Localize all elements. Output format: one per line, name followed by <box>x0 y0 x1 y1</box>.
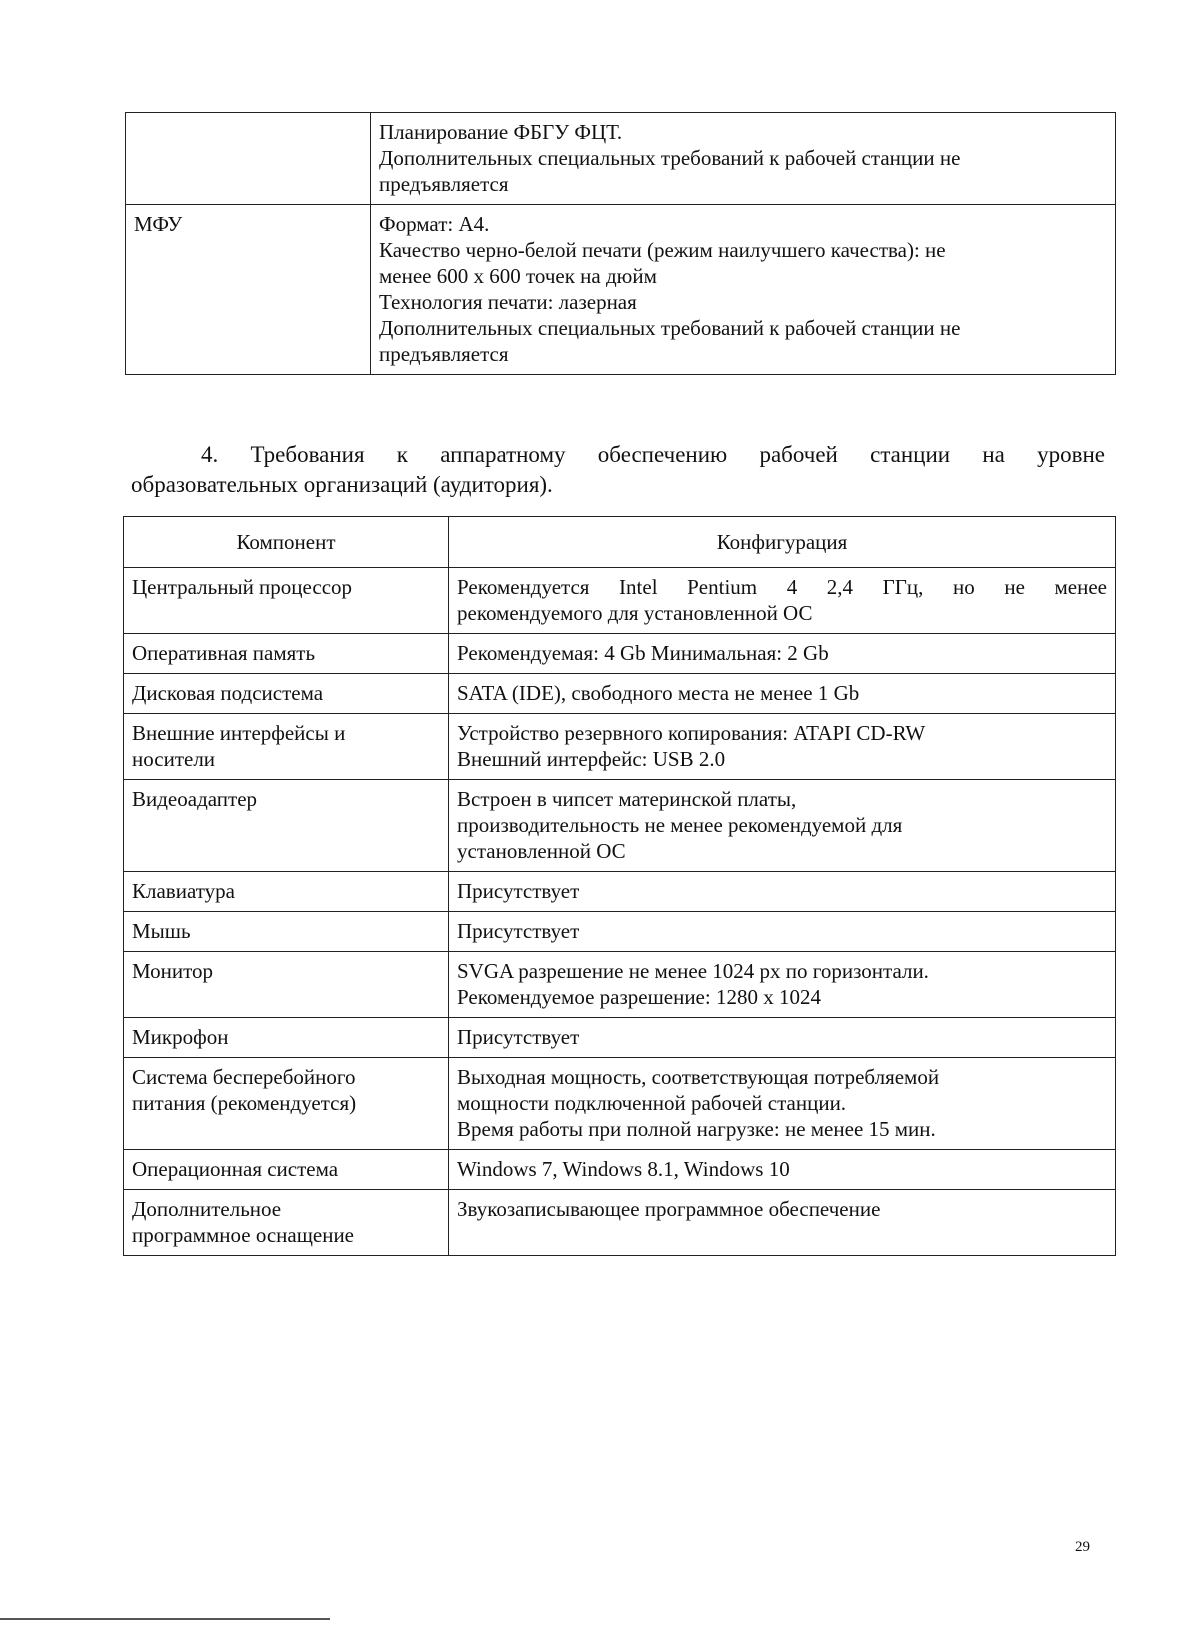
configuration-cell <box>449 568 1116 634</box>
configuration-line: Устройство резервного копирования: ATAPI CD-RW <box>457 721 926 745</box>
column-header-component: Компонент <box>124 517 449 568</box>
table-row <box>124 1190 1116 1256</box>
component-label: Видеоадаптер <box>132 787 258 811</box>
configuration-cell <box>449 912 1116 952</box>
table-row <box>124 1150 1116 1190</box>
configuration-cell <box>449 1058 1116 1150</box>
component-cell <box>126 205 371 375</box>
configuration-line: Формат: А4. <box>379 212 490 236</box>
component-label: питания (рекомендуется) <box>132 1091 357 1115</box>
component-cell <box>124 714 449 780</box>
component-cell <box>124 1150 449 1190</box>
configuration-cell <box>449 714 1116 780</box>
configuration-line: Рекомендуется Intel Pentium 4 2,4 ГГц, но не менее <box>457 575 1107 599</box>
configuration-cell <box>449 1190 1116 1256</box>
configuration-line: предъявляется <box>379 172 509 196</box>
component-cell <box>124 674 449 714</box>
configuration-line: рекомендуемого для установленной ОС <box>457 601 813 625</box>
component-label: носители <box>132 747 216 771</box>
configuration-cell <box>449 674 1116 714</box>
table-row <box>124 634 1116 674</box>
configuration-line: Планирование ФБГУ ФЦТ. <box>379 120 623 144</box>
configuration-line: Дополнительных специальных требований к рабочей станции не <box>379 146 961 170</box>
configuration-line: Присутствует <box>457 1025 580 1049</box>
component-cell <box>126 113 371 205</box>
scan-edge-line <box>0 1618 330 1620</box>
configuration-line: мощности подключенной рабочей станции. <box>457 1091 847 1115</box>
table-row <box>124 674 1116 714</box>
table-row <box>126 113 1116 205</box>
configuration-cell <box>371 205 1116 375</box>
configuration-line: Время работы при полной нагрузке: не менее 15 мин. <box>457 1117 936 1141</box>
configuration-line: SVGA разрешение не менее 1024 px по горизонтали. <box>457 959 929 983</box>
configuration-cell <box>449 1150 1116 1190</box>
component-label: Оперативная память <box>132 641 316 665</box>
configuration-line: Внешний интерфейс: USB 2.0 <box>457 747 726 771</box>
configuration-line: Технология печати: лазерная <box>379 290 637 314</box>
component-cell <box>124 1058 449 1150</box>
configuration-line: Рекомендуемая: 4 Gb Минимальная: 2 Gb <box>457 641 829 665</box>
configuration-line: Windows 7, Windows 8.1, Windows 10 <box>457 1157 790 1181</box>
hardware-requirements-table <box>123 516 1116 1256</box>
component-label: Операционная система <box>132 1157 339 1181</box>
component-cell <box>124 912 449 952</box>
hardware-table-body <box>124 568 1116 1256</box>
table-header-row <box>124 517 1116 568</box>
configuration-line: менее 600 х 600 точек на дюйм <box>379 264 657 288</box>
section-heading-line-1: 4. Требования к аппаратному обеспечению рабочей станции на уровне <box>201 442 1105 467</box>
component-cell <box>124 1018 449 1058</box>
configuration-line: установленной ОС <box>457 839 626 863</box>
component-label: Клавиатура <box>132 879 235 903</box>
component-cell <box>124 634 449 674</box>
configuration-line: Присутствует <box>457 879 580 903</box>
configuration-line: Присутствует <box>457 919 580 943</box>
configuration-cell <box>449 952 1116 1018</box>
component-label: Внешние интерфейсы и <box>132 721 346 745</box>
component-label: Система бесперебойного <box>132 1065 356 1089</box>
component-label: Дисковая подсистема <box>132 681 324 705</box>
page-number: 29 <box>1075 1539 1090 1555</box>
component-label: Центральный процессор <box>132 575 353 599</box>
table-row <box>124 912 1116 952</box>
component-label: программное оснащение <box>132 1223 355 1247</box>
top-table-body <box>126 113 1116 375</box>
configuration-cell <box>449 1018 1116 1058</box>
component-cell <box>124 568 449 634</box>
configuration-line: Дополнительных специальных требований к рабочей станции не <box>379 316 961 340</box>
table-row <box>126 205 1116 375</box>
configuration-line: Встроен в чипсет материнской платы, <box>457 787 797 811</box>
column-header-configuration: Конфигурация <box>449 517 1116 568</box>
table-row <box>124 952 1116 1018</box>
configuration-line: SATA (IDE), свободного места не менее 1 Gb <box>457 681 860 705</box>
configuration-line: Качество черно-белой печати (режим наилучшего качества): не <box>379 238 946 262</box>
component-cell <box>124 872 449 912</box>
component-label: Монитор <box>132 959 214 983</box>
configuration-cell <box>449 872 1116 912</box>
configuration-line: Выходная мощность, соответствующая потребляемой <box>457 1065 940 1089</box>
section-heading-line-2: образовательных организаций (аудитория). <box>131 472 553 497</box>
configuration-cell <box>449 780 1116 872</box>
component-label: Мышь <box>132 919 191 943</box>
configuration-cell <box>449 634 1116 674</box>
table-row <box>124 1018 1116 1058</box>
table-row <box>124 872 1116 912</box>
component-label: Микрофон <box>132 1025 229 1049</box>
table-row <box>124 714 1116 780</box>
configuration-cell <box>371 113 1116 205</box>
configuration-line: производительность не менее рекомендуемой для <box>457 813 903 837</box>
table-row <box>124 568 1116 634</box>
table-row <box>124 1058 1116 1150</box>
configuration-line: предъявляется <box>379 342 509 366</box>
component-cell <box>124 1190 449 1256</box>
table-row <box>124 780 1116 872</box>
configuration-line: Рекомендуемое разрешение: 1280 х 1024 <box>457 985 821 1009</box>
section-heading <box>131 440 1105 500</box>
component-label: МФУ <box>134 212 183 236</box>
top-requirements-table <box>125 112 1116 375</box>
component-cell <box>124 952 449 1018</box>
component-cell <box>124 780 449 872</box>
component-label: Дополнительное <box>132 1197 282 1221</box>
configuration-line: Звукозаписывающее программное обеспечение <box>457 1197 881 1221</box>
